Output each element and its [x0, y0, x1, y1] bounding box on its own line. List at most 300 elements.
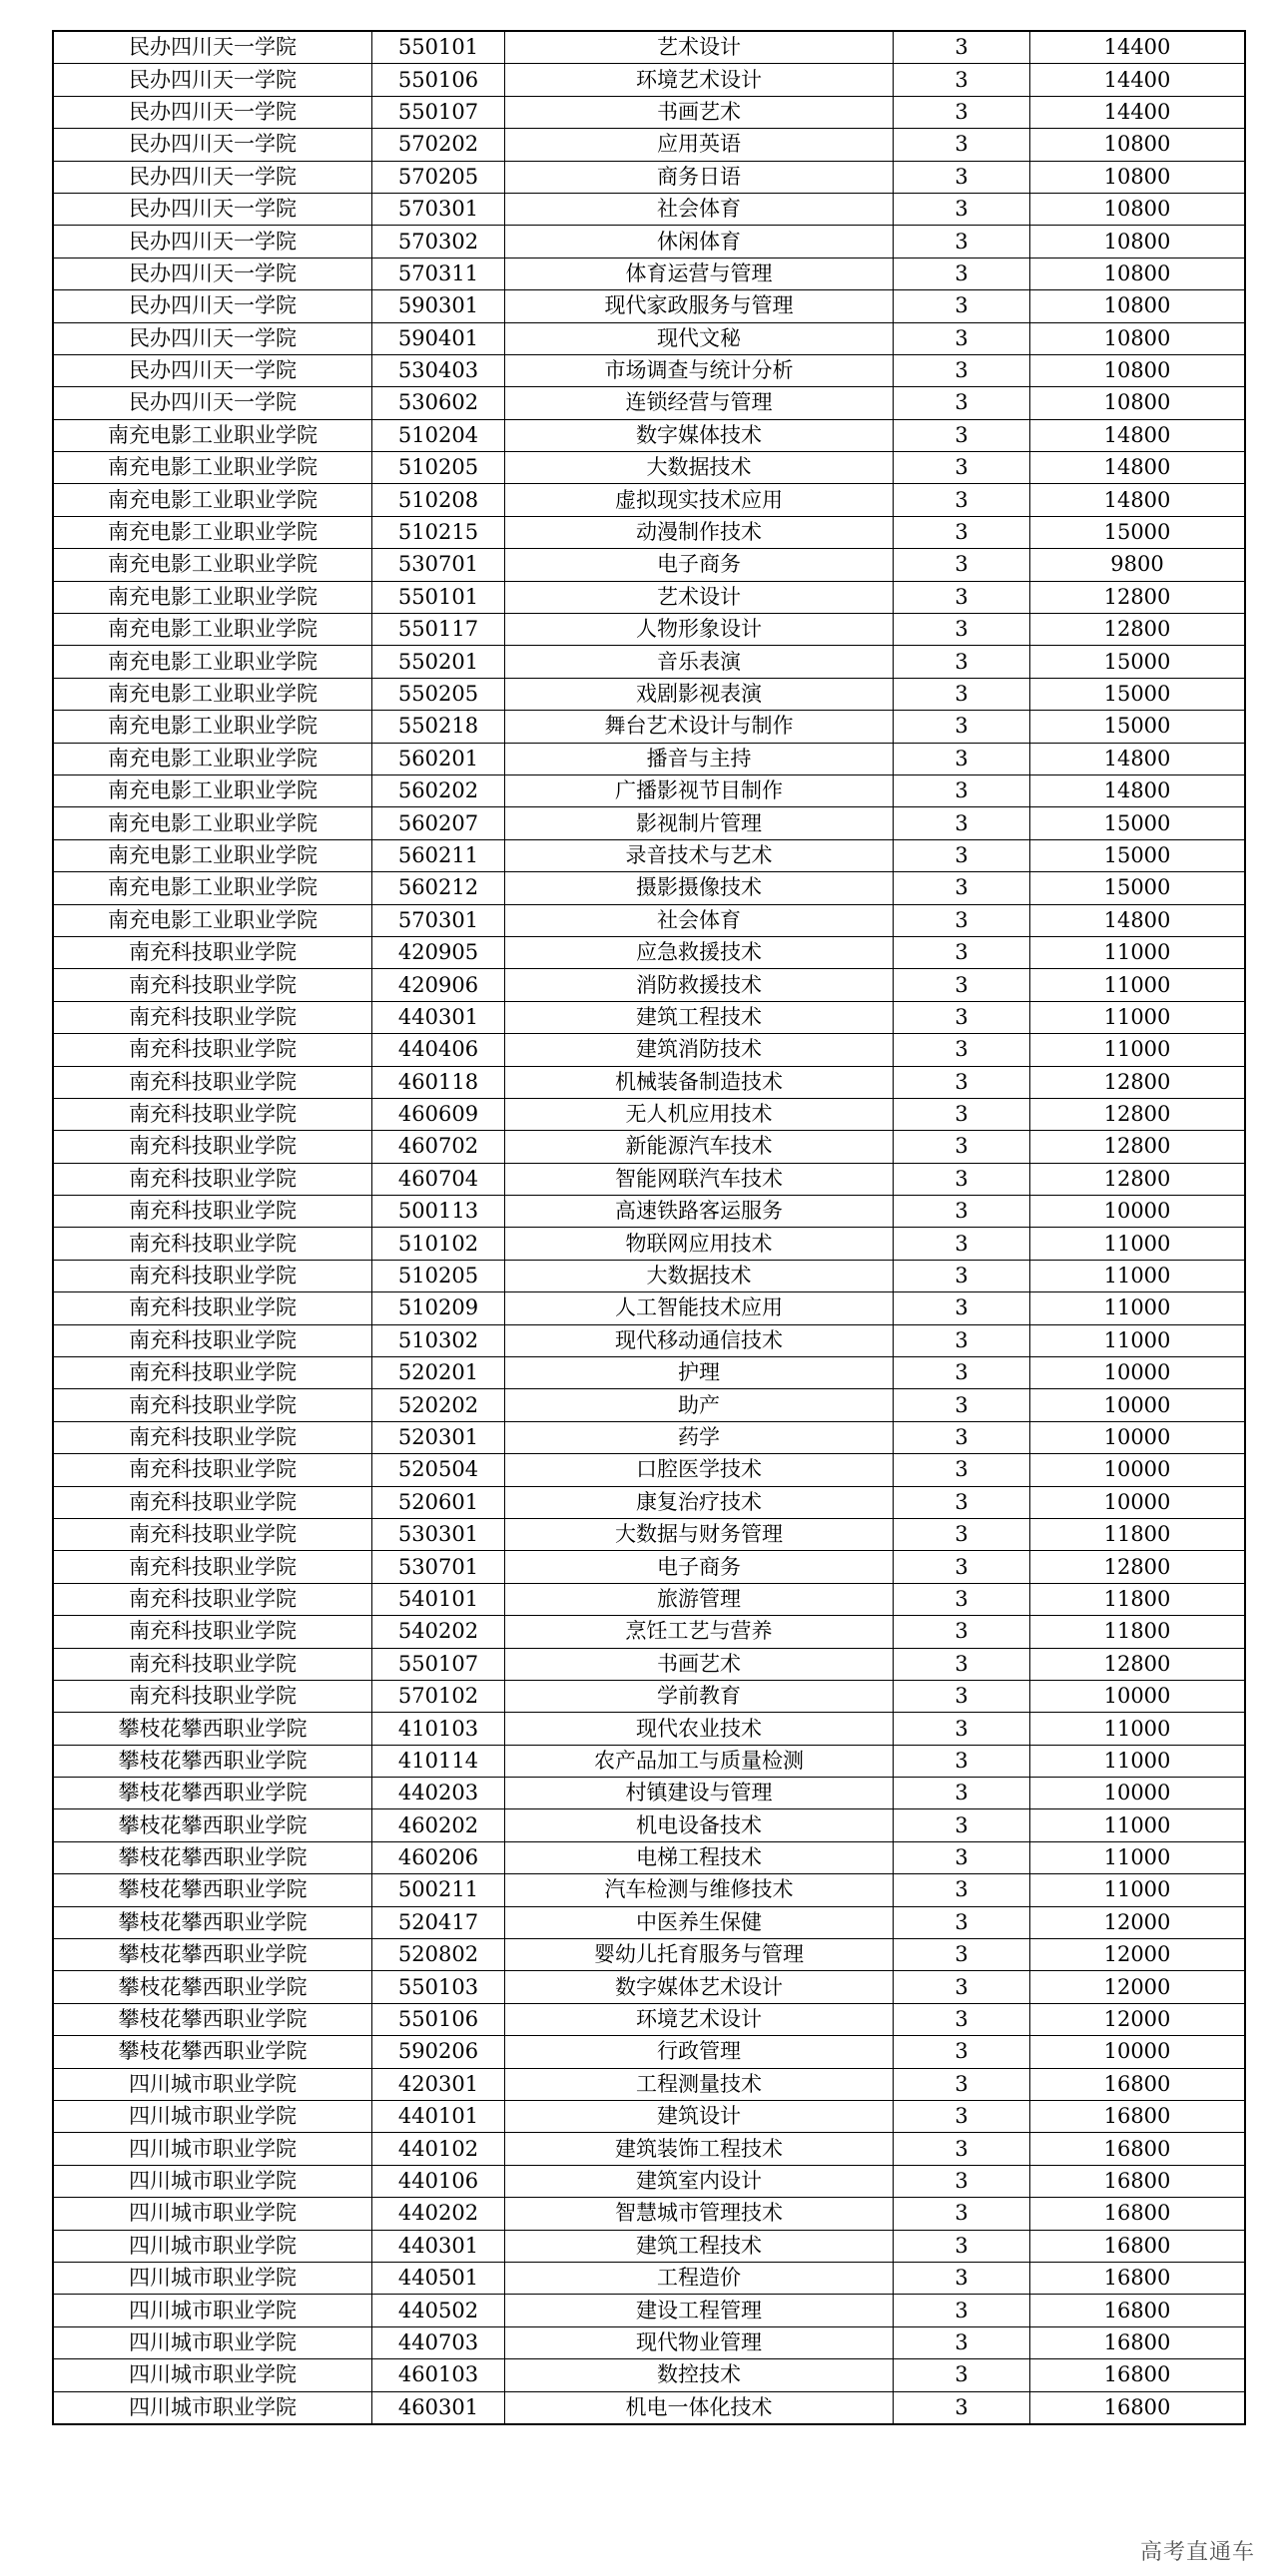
major-name-cell: 数字媒体技术: [505, 419, 894, 451]
major-name-cell: 高速铁路客运服务: [505, 1196, 894, 1228]
major-code-cell: 550117: [372, 614, 505, 646]
school-name-cell: 攀枝花攀西职业学院: [53, 1939, 372, 1971]
table-row: [53, 969, 1245, 1001]
table-row: [53, 1486, 1245, 1518]
major-name-cell: 农产品加工与质量检测: [505, 1745, 894, 1777]
table-row: [53, 2133, 1245, 2165]
major-code-cell: 510102: [372, 1228, 505, 1260]
major-name-cell: 建筑设计: [505, 2101, 894, 2133]
duration-years-cell: 3: [894, 1939, 1030, 1971]
duration-years-cell: 3: [894, 354, 1030, 386]
table-row: [53, 2003, 1245, 2035]
tuition-fee-cell: 11800: [1030, 1616, 1246, 1648]
major-name-cell: 电子商务: [505, 549, 894, 581]
major-code-cell: 560202: [372, 774, 505, 806]
table-row: [53, 2198, 1245, 2230]
school-name-cell: 民办四川天一学院: [53, 226, 372, 258]
major-name-cell: 大数据技术: [505, 452, 894, 484]
tuition-fee-cell: 12800: [1030, 581, 1246, 613]
school-name-cell: 南充科技职业学院: [53, 1196, 372, 1228]
table-row: [53, 1616, 1245, 1648]
table-row: [53, 743, 1245, 774]
duration-years-cell: 3: [894, 1131, 1030, 1163]
tuition-fee-cell: 11800: [1030, 1583, 1246, 1615]
school-name-cell: 南充科技职业学院: [53, 1260, 372, 1291]
duration-years-cell: 3: [894, 614, 1030, 646]
table-row: [53, 1680, 1245, 1712]
major-code-cell: 590206: [372, 2036, 505, 2068]
major-code-cell: 460103: [372, 2359, 505, 2391]
school-name-cell: 南充科技职业学院: [53, 1421, 372, 1453]
tuition-fee-cell: 16800: [1030, 2359, 1246, 2391]
major-code-cell: 550101: [372, 581, 505, 613]
duration-years-cell: 3: [894, 1260, 1030, 1291]
table-body: [53, 31, 1245, 2424]
major-name-cell: 学前教育: [505, 1680, 894, 1712]
duration-years-cell: 3: [894, 226, 1030, 258]
tuition-fee-cell: 14800: [1030, 484, 1246, 516]
duration-years-cell: 3: [894, 2036, 1030, 2068]
major-name-cell: 建筑室内设计: [505, 2165, 894, 2197]
major-name-cell: 现代文秘: [505, 322, 894, 354]
duration-years-cell: 3: [894, 2230, 1030, 2262]
major-code-cell: 460702: [372, 1131, 505, 1163]
table-row: [53, 226, 1245, 258]
duration-years-cell: 3: [894, 1809, 1030, 1841]
school-name-cell: 南充电影工业职业学院: [53, 614, 372, 646]
table-row: [53, 290, 1245, 322]
major-name-cell: 艺术设计: [505, 31, 894, 64]
table-row: [53, 96, 1245, 128]
major-code-cell: 530701: [372, 549, 505, 581]
school-name-cell: 四川城市职业学院: [53, 2165, 372, 2197]
school-name-cell: 民办四川天一学院: [53, 129, 372, 161]
major-code-cell: 440501: [372, 2262, 505, 2294]
table-row: [53, 2165, 1245, 2197]
duration-years-cell: 3: [894, 1680, 1030, 1712]
major-name-cell: 休闲体育: [505, 226, 894, 258]
duration-years-cell: 3: [894, 2359, 1030, 2391]
major-name-cell: 数控技术: [505, 2359, 894, 2391]
school-name-cell: 南充科技职业学院: [53, 1131, 372, 1163]
table-row: [53, 1389, 1245, 1421]
major-name-cell: 人工智能技术应用: [505, 1292, 894, 1324]
duration-years-cell: 3: [894, 2198, 1030, 2230]
major-name-cell: 环境艺术设计: [505, 64, 894, 96]
tuition-fee-cell: 12800: [1030, 1551, 1246, 1583]
duration-years-cell: 3: [894, 872, 1030, 904]
tuition-fee-cell: 14400: [1030, 64, 1246, 96]
tuition-fee-cell: 16800: [1030, 2326, 1246, 2358]
school-name-cell: 南充电影工业职业学院: [53, 774, 372, 806]
major-name-cell: 口腔医学技术: [505, 1454, 894, 1486]
major-name-cell: 旅游管理: [505, 1583, 894, 1615]
tuition-fee-cell: 14800: [1030, 743, 1246, 774]
major-code-cell: 460206: [372, 1841, 505, 1873]
table-row: [53, 936, 1245, 968]
major-name-cell: 新能源汽车技术: [505, 1131, 894, 1163]
major-code-cell: 460118: [372, 1066, 505, 1098]
table-row: [53, 516, 1245, 548]
major-code-cell: 520802: [372, 1939, 505, 1971]
school-name-cell: 南充科技职业学院: [53, 1034, 372, 1066]
major-name-cell: 书画艺术: [505, 1648, 894, 1680]
table-row: [53, 872, 1245, 904]
duration-years-cell: 3: [894, 2295, 1030, 2326]
duration-years-cell: 3: [894, 2262, 1030, 2294]
major-code-cell: 420301: [372, 2068, 505, 2100]
table-row: [53, 2036, 1245, 2068]
tuition-fee-cell: 10800: [1030, 354, 1246, 386]
tuition-fee-cell: 14800: [1030, 904, 1246, 936]
major-name-cell: 机械装备制造技术: [505, 1066, 894, 1098]
duration-years-cell: 3: [894, 1745, 1030, 1777]
table-row: [53, 1971, 1245, 2003]
major-name-cell: 人物形象设计: [505, 614, 894, 646]
major-name-cell: 戏剧影视表演: [505, 678, 894, 710]
school-name-cell: 南充科技职业学院: [53, 1680, 372, 1712]
table-row: [53, 258, 1245, 289]
tuition-fee-cell: 12000: [1030, 1939, 1246, 1971]
major-name-cell: 建筑消防技术: [505, 1034, 894, 1066]
school-name-cell: 攀枝花攀西职业学院: [53, 1778, 372, 1809]
major-name-cell: 广播影视节目制作: [505, 774, 894, 806]
major-code-cell: 540202: [372, 1616, 505, 1648]
table-row: [53, 354, 1245, 386]
tuition-fee-cell: 11000: [1030, 1841, 1246, 1873]
duration-years-cell: 3: [894, 711, 1030, 743]
duration-years-cell: 3: [894, 678, 1030, 710]
tuition-fee-cell: 15000: [1030, 516, 1246, 548]
table-row: [53, 581, 1245, 613]
major-name-cell: 电梯工程技术: [505, 1841, 894, 1873]
table-row: [53, 64, 1245, 96]
major-code-cell: 440203: [372, 1778, 505, 1809]
duration-years-cell: 3: [894, 2326, 1030, 2358]
tuition-fee-cell: 10000: [1030, 1389, 1246, 1421]
school-name-cell: 攀枝花攀西职业学院: [53, 1841, 372, 1873]
major-code-cell: 520202: [372, 1389, 505, 1421]
major-name-cell: 机电设备技术: [505, 1809, 894, 1841]
duration-years-cell: 3: [894, 1971, 1030, 2003]
tuition-fee-cell: 10800: [1030, 290, 1246, 322]
school-name-cell: 南充科技职业学院: [53, 936, 372, 968]
tuition-fee-cell: 10000: [1030, 1454, 1246, 1486]
school-name-cell: 攀枝花攀西职业学院: [53, 1713, 372, 1745]
tuition-fee-cell: 11000: [1030, 969, 1246, 1001]
duration-years-cell: 3: [894, 1196, 1030, 1228]
major-code-cell: 550106: [372, 2003, 505, 2035]
school-name-cell: 民办四川天一学院: [53, 64, 372, 96]
major-name-cell: 电子商务: [505, 1551, 894, 1583]
duration-years-cell: 3: [894, 969, 1030, 1001]
duration-years-cell: 3: [894, 193, 1030, 225]
school-name-cell: 民办四川天一学院: [53, 161, 372, 193]
major-code-cell: 560207: [372, 807, 505, 839]
major-name-cell: 数字媒体艺术设计: [505, 1971, 894, 2003]
tuition-fee-cell: 10000: [1030, 1680, 1246, 1712]
major-name-cell: 艺术设计: [505, 581, 894, 613]
table-row: [53, 1163, 1245, 1195]
major-code-cell: 460609: [372, 1098, 505, 1130]
school-name-cell: 南充科技职业学院: [53, 1518, 372, 1550]
major-name-cell: 药学: [505, 1421, 894, 1453]
school-name-cell: 南充科技职业学院: [53, 1486, 372, 1518]
school-name-cell: 南充科技职业学院: [53, 1228, 372, 1260]
table-row: [53, 2068, 1245, 2100]
duration-years-cell: 3: [894, 1874, 1030, 1906]
major-code-cell: 460202: [372, 1809, 505, 1841]
major-code-cell: 410114: [372, 1745, 505, 1777]
table-row: [53, 1648, 1245, 1680]
major-name-cell: 中医养生保健: [505, 1906, 894, 1938]
table-row: [53, 1228, 1245, 1260]
duration-years-cell: 3: [894, 1066, 1030, 1098]
duration-years-cell: 3: [894, 1583, 1030, 1615]
duration-years-cell: 3: [894, 322, 1030, 354]
school-name-cell: 南充电影工业职业学院: [53, 484, 372, 516]
duration-years-cell: 3: [894, 258, 1030, 289]
major-code-cell: 440101: [372, 2101, 505, 2133]
major-name-cell: 社会体育: [505, 193, 894, 225]
school-name-cell: 南充科技职业学院: [53, 1583, 372, 1615]
major-name-cell: 康复治疗技术: [505, 1486, 894, 1518]
table-row: [53, 1841, 1245, 1873]
major-code-cell: 550101: [372, 31, 505, 64]
tuition-fee-cell: 14400: [1030, 96, 1246, 128]
major-code-cell: 510302: [372, 1324, 505, 1356]
table-row: [53, 1357, 1245, 1389]
tuition-fee-cell: 12800: [1030, 614, 1246, 646]
school-name-cell: 南充科技职业学院: [53, 1163, 372, 1195]
duration-years-cell: 3: [894, 1616, 1030, 1648]
table-row: [53, 2359, 1245, 2391]
duration-years-cell: 3: [894, 387, 1030, 419]
major-name-cell: 连锁经营与管理: [505, 387, 894, 419]
school-name-cell: 四川城市职业学院: [53, 2391, 372, 2424]
major-code-cell: 520201: [372, 1357, 505, 1389]
major-code-cell: 550201: [372, 646, 505, 678]
duration-years-cell: 3: [894, 1518, 1030, 1550]
table-row: [53, 1066, 1245, 1098]
duration-years-cell: 3: [894, 1486, 1030, 1518]
duration-years-cell: 3: [894, 1778, 1030, 1809]
table-row: [53, 1713, 1245, 1745]
major-name-cell: 大数据与财务管理: [505, 1518, 894, 1550]
duration-years-cell: 3: [894, 1034, 1030, 1066]
tuition-fee-table: [52, 30, 1246, 2425]
major-code-cell: 560212: [372, 872, 505, 904]
major-code-cell: 460704: [372, 1163, 505, 1195]
major-name-cell: 现代农业技术: [505, 1713, 894, 1745]
tuition-fee-cell: 15000: [1030, 872, 1246, 904]
tuition-fee-cell: 11000: [1030, 1874, 1246, 1906]
table-row: [53, 1454, 1245, 1486]
table-row: [53, 1098, 1245, 1130]
school-name-cell: 南充科技职业学院: [53, 1454, 372, 1486]
major-code-cell: 440202: [372, 2198, 505, 2230]
duration-years-cell: 3: [894, 1713, 1030, 1745]
major-name-cell: 智慧城市管理技术: [505, 2198, 894, 2230]
major-name-cell: 影视制片管理: [505, 807, 894, 839]
major-code-cell: 570301: [372, 904, 505, 936]
major-name-cell: 工程测量技术: [505, 2068, 894, 2100]
major-code-cell: 510205: [372, 452, 505, 484]
tuition-fee-cell: 11000: [1030, 1260, 1246, 1291]
tuition-fee-cell: 11800: [1030, 1518, 1246, 1550]
major-code-cell: 410103: [372, 1713, 505, 1745]
school-name-cell: 南充科技职业学院: [53, 1324, 372, 1356]
school-name-cell: 南充科技职业学院: [53, 1551, 372, 1583]
major-name-cell: 汽车检测与维修技术: [505, 1874, 894, 1906]
major-code-cell: 530403: [372, 354, 505, 386]
school-name-cell: 攀枝花攀西职业学院: [53, 1874, 372, 1906]
school-name-cell: 民办四川天一学院: [53, 31, 372, 64]
duration-years-cell: 3: [894, 1841, 1030, 1873]
duration-years-cell: 3: [894, 2068, 1030, 2100]
school-name-cell: 四川城市职业学院: [53, 2230, 372, 2262]
major-name-cell: 虚拟现实技术应用: [505, 484, 894, 516]
table-row: [53, 1583, 1245, 1615]
tuition-fee-cell: 10000: [1030, 1486, 1246, 1518]
table-row: [53, 1034, 1245, 1066]
major-code-cell: 520301: [372, 1421, 505, 1453]
major-code-cell: 550107: [372, 96, 505, 128]
major-name-cell: 建筑工程技术: [505, 1001, 894, 1033]
school-name-cell: 南充电影工业职业学院: [53, 646, 372, 678]
major-code-cell: 590401: [372, 322, 505, 354]
school-name-cell: 攀枝花攀西职业学院: [53, 1809, 372, 1841]
major-code-cell: 500113: [372, 1196, 505, 1228]
duration-years-cell: 3: [894, 839, 1030, 871]
table-row: [53, 2262, 1245, 2294]
tuition-fee-cell: 16800: [1030, 2101, 1246, 2133]
tuition-fee-cell: 15000: [1030, 711, 1246, 743]
major-code-cell: 530301: [372, 1518, 505, 1550]
table-row: [53, 678, 1245, 710]
tuition-fee-cell: 10000: [1030, 1778, 1246, 1809]
tuition-fee-cell: 16800: [1030, 2068, 1246, 2100]
major-name-cell: 无人机应用技术: [505, 1098, 894, 1130]
school-name-cell: 南充电影工业职业学院: [53, 516, 372, 548]
tuition-fee-cell: 12800: [1030, 1648, 1246, 1680]
duration-years-cell: 3: [894, 1324, 1030, 1356]
table-row: [53, 1260, 1245, 1291]
tuition-fee-cell: 16800: [1030, 2198, 1246, 2230]
tuition-fee-cell: 9800: [1030, 549, 1246, 581]
tuition-fee-cell: 15000: [1030, 646, 1246, 678]
duration-years-cell: 3: [894, 1551, 1030, 1583]
major-code-cell: 440301: [372, 1001, 505, 1033]
school-name-cell: 南充电影工业职业学院: [53, 839, 372, 871]
duration-years-cell: 3: [894, 1163, 1030, 1195]
major-code-cell: 570102: [372, 1680, 505, 1712]
duration-years-cell: 3: [894, 581, 1030, 613]
major-code-cell: 520504: [372, 1454, 505, 1486]
table-row: [53, 419, 1245, 451]
major-name-cell: 动漫制作技术: [505, 516, 894, 548]
major-code-cell: 440301: [372, 2230, 505, 2262]
table-row: [53, 774, 1245, 806]
duration-years-cell: 3: [894, 1389, 1030, 1421]
table-row: [53, 614, 1245, 646]
school-name-cell: 南充电影工业职业学院: [53, 452, 372, 484]
school-name-cell: 南充科技职业学院: [53, 1066, 372, 1098]
table-row: [53, 1196, 1245, 1228]
major-code-cell: 520601: [372, 1486, 505, 1518]
school-name-cell: 南充科技职业学院: [53, 1389, 372, 1421]
table-row: [53, 161, 1245, 193]
table-row: [53, 1906, 1245, 1938]
table-row: [53, 2295, 1245, 2326]
duration-years-cell: 3: [894, 743, 1030, 774]
tuition-fee-cell: 11000: [1030, 936, 1246, 968]
table-row: [53, 1001, 1245, 1033]
school-name-cell: 攀枝花攀西职业学院: [53, 1971, 372, 2003]
major-code-cell: 500211: [372, 1874, 505, 1906]
table-row: [53, 129, 1245, 161]
tuition-fee-cell: 11000: [1030, 1228, 1246, 1260]
school-name-cell: 攀枝花攀西职业学院: [53, 2003, 372, 2035]
school-name-cell: 四川城市职业学院: [53, 2198, 372, 2230]
school-name-cell: 四川城市职业学院: [53, 2326, 372, 2358]
duration-years-cell: 3: [894, 549, 1030, 581]
tuition-fee-cell: 16800: [1030, 2230, 1246, 2262]
major-code-cell: 420906: [372, 969, 505, 1001]
tuition-fee-cell: 15000: [1030, 839, 1246, 871]
table-row: [53, 1131, 1245, 1163]
duration-years-cell: 3: [894, 1228, 1030, 1260]
duration-years-cell: 3: [894, 1906, 1030, 1938]
tuition-fee-cell: 11000: [1030, 1809, 1246, 1841]
major-name-cell: 环境艺术设计: [505, 2003, 894, 2035]
major-name-cell: 建设工程管理: [505, 2295, 894, 2326]
duration-years-cell: 3: [894, 2165, 1030, 2197]
table-row: [53, 1551, 1245, 1583]
tuition-fee-cell: 14800: [1030, 452, 1246, 484]
major-code-cell: 520417: [372, 1906, 505, 1938]
major-code-cell: 550205: [372, 678, 505, 710]
school-name-cell: 南充科技职业学院: [53, 1292, 372, 1324]
table-row: [53, 2326, 1245, 2358]
tuition-fee-cell: 16800: [1030, 2133, 1246, 2165]
major-name-cell: 体育运营与管理: [505, 258, 894, 289]
tuition-fee-cell: 12800: [1030, 1098, 1246, 1130]
major-code-cell: 420905: [372, 936, 505, 968]
tuition-fee-cell: 11000: [1030, 1713, 1246, 1745]
tuition-fee-cell: 15000: [1030, 678, 1246, 710]
school-name-cell: 四川城市职业学院: [53, 2262, 372, 2294]
school-name-cell: 南充电影工业职业学院: [53, 419, 372, 451]
tuition-fee-cell: 14800: [1030, 774, 1246, 806]
major-name-cell: 现代移动通信技术: [505, 1324, 894, 1356]
tuition-fee-cell: 10800: [1030, 322, 1246, 354]
major-code-cell: 570311: [372, 258, 505, 289]
major-name-cell: 现代物业管理: [505, 2326, 894, 2358]
tuition-fee-cell: 12000: [1030, 1971, 1246, 2003]
school-name-cell: 民办四川天一学院: [53, 96, 372, 128]
tuition-fee-cell: 10800: [1030, 387, 1246, 419]
major-name-cell: 社会体育: [505, 904, 894, 936]
duration-years-cell: 3: [894, 516, 1030, 548]
major-name-cell: 应急救援技术: [505, 936, 894, 968]
school-name-cell: 四川城市职业学院: [53, 2133, 372, 2165]
major-name-cell: 村镇建设与管理: [505, 1778, 894, 1809]
major-code-cell: 540101: [372, 1583, 505, 1615]
major-code-cell: 550218: [372, 711, 505, 743]
school-name-cell: 南充科技职业学院: [53, 1616, 372, 1648]
school-name-cell: 南充科技职业学院: [53, 1357, 372, 1389]
